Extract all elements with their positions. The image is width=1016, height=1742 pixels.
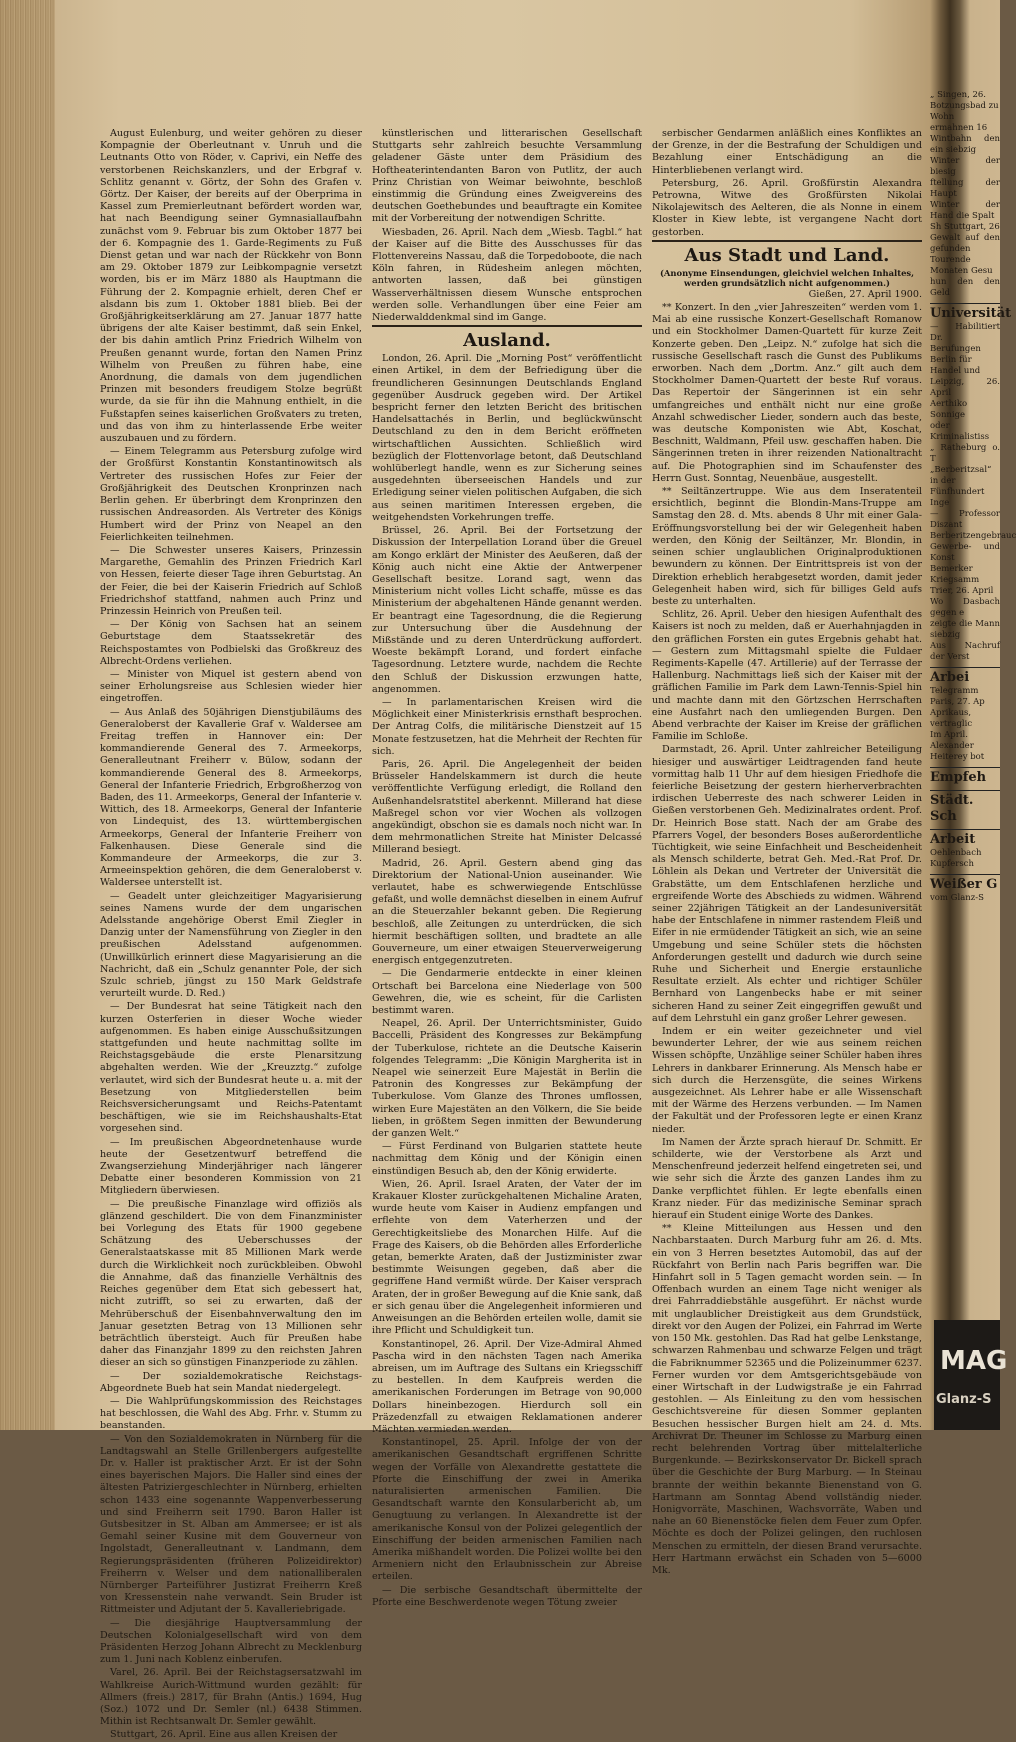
side-line: Arbei: [930, 667, 1000, 686]
side-line: Arbeit: [930, 829, 1000, 848]
side-line: Tourende Monaten Gesu: [930, 255, 993, 276]
paragraph: Paris, 26. April. Die Angelegenheit der beiden Brüsseler Handelskammern ist durch die heute veröffentlichte Verfügung erledigt, die Rolland den Außenhandelsratstitel aberkennt. Millerand hat diese Maßregel schon vor vier Wochen als vollzogen angekündigt, obschon sie es damals noch nicht war. In dem mehrmonatlichen Streite hat Minister Delcassé Millerand besiegt.: [372, 758, 642, 856]
advertisement-slogan: Glanz-S: [936, 1392, 992, 1407]
paragraph: ** Konzert. In den „vier Jahreszeiten“ werden vom 1. Mai ab eine russische Konzert-Gesellschaft Romanow und ein Stockholmer Damen-Quartett für kurze Zeit Konzerte geben. Den „Leipz. N.“ zufolge hat sich die russische Gesellschaft rasch die Gunst des Publikums erworben. Nach dem „Dortm. Anz.“ gilt auch dem Stockholmer Damen-Quartett der beste Ruf voraus. Das Repertoir der Sängerinnen ist ein sehr umfangreiches und enthält nicht nur eine große Anzahl schwedischer Lieder, sondern auch das beste, was deutsche Komponisten wie Abt, Koschat, Beschnitt, Waldmann, Pfeil usw. geschaffen haben. Die Sängerinnen treten in ihrer reizenden Nationaltracht auf. Die Photographien sind im Schaufenster des Herrn Gust. Sonntag, Neuenbäue, ausgestellt.: [652, 302, 922, 484]
side-line: Weißer G: [930, 874, 1000, 893]
paragraph: ** Seiltänzertruppe. Wie aus dem Inseratenteil ersichtlich, beginnt die Blondin-Mans-Truppe am Samstag den 28. d. Mts. abends 8 Uhr mit einer Gala-Eröffnungsvorstellung bei der wir Gelegenheit haben werden, den König der Seiltänzer, Mr. Blondin, in seinen schier unglaublichen Originalproduktionen bewundern zu können. Der Eintrittspreis ist von der Direktion erheblich herabgesetzt worden, damit jeder Gelegenheit haben wird, sich für billiges Geld aufs beste zu unterhalten.: [652, 486, 922, 607]
paragraph: — Die serbische Gesandtschaft übermittelte der Pforte eine Beschwerdenote wegen Tötung zweier: [372, 1584, 642, 1608]
paragraph: Madrid, 26. April. Gestern abend ging das Direktorium der National-Union auseinander. Wie verlautet, habe es schwerwiegende Entschlüsse gefaßt, und wolle demnächst dieselben in einem Aufruf an die Steuerzahler bekannt geben. Die Regierung beschloß, alle Zeitungen zu unterdrücken, die sich hiermit beschäftigen sollten, und bradtete an alle Gouverneure, um einer etwaigen Steuerverweigerung energisch entgegenzutreten.: [372, 857, 642, 967]
column-3-continuation: [652, 128, 922, 239]
column-2-ausland-articles: [372, 353, 642, 1609]
paragraph: Konstantinopel, 25. April. Infolge der von der amerikanischen Gesandtschaft ergriffenen Schritte wegen der Vorfälle von Alexandrette gestattete die Pforte die Einschiffung der zwei in Amerika naturalisierten armenischen Familien. Die Gesandtschaft warnte den Konsularbericht ab, um Genugtuung zu verlangen. In Alexandrette ist der amerikanische Konsul von der Polizei gelegentlich der Einschiffung der beiden armenischen Familien nach Amerika mißhandelt worden. Die Polizei wollte bei den Armeniern nicht den Erlaubnisschein zur Abreise erteilen.: [372, 1437, 642, 1583]
side-line: Heiterey bot: [930, 752, 985, 762]
side-line: Kupfersch: [930, 859, 974, 869]
paragraph: London, 26. April. Die „Morning Post“ veröffentlicht einen Artikel, in dem der Befriedigung über die freundlicheren Gesinnungen Deutschlands England gegenüber Ausdruck gegeben wird. Der Artikel bespricht ferner den letzten Bericht des britischen Handelsattachés in Berlin, und beglückwünscht Deutschland zu den in dem Bericht eröffneten wirtschaftlichen Aussichten. Schließlich wird bezüglich der Flottenvorlage betont, daß Deutschland wohlüberlegt handle, wenn es zur Sicherung seines ausgedehnten überseeischen Handels und zur Erledigung seiner vielen politischen Aufgaben, die sich aus seinen maritimen Interessen ergeben, die weitgehendsten Vorkehrungen treffe.: [372, 353, 642, 523]
side-line: zeigte die Mann siebzig: [930, 619, 1000, 640]
paragraph: Schlitz, 26. April. Ueber den hiesigen Aufenthalt des Kaisers ist noch zu melden, daß er Auerhahnjagden in den gräflichen Forsten ein gutes Ergebnis gehabt hat. — Gestern zum Mittagsmahl spielte die Fuldaer Regiments-Kapelle (47. Artillerie) auf der Terrasse der Hallenburg. Nachmittags ließ sich der Kaiser mit der gräflichen Familie im Park dem Lawn-Tennis-Spiel hin und machte dann mit den Görtzschen Herrschaften eine Ausfahrt nach den umliegenden Burgen. Den Abend verbrachte der Kaiser im Kreise der gräflichen Familie im Schloße.: [652, 609, 922, 743]
side-line: Telegramm: [930, 686, 979, 696]
column-4-adjacent-page: [930, 90, 1016, 1390]
side-line: ftellung der Haupt: [930, 178, 1000, 199]
paragraph: Darmstadt, 26. April. Unter zahlreicher Beteiligung hiesiger und auswärtiger Leidtragenden fand heute vormittag halb 11 Uhr auf dem hiesigen Friedhofe die feierliche Beisetzung der gestern hierherverbrachten irdischen Ueberreste des nach schwerer Leiden in Gießen verstorbenen Geh. Medizinalrates ordent. Prof. Dr. Heinrich Bose statt. Nach der am Grabe des Pfarrers Vogel, der besonders Boses außerordentliche Tüchtigkeit, wie seine Einfachheit und Bescheidenheit als Mensch schilderte, betrat Geh. Med.-Rat Prof. Dr. Löhlein als Dekan und Vertreter der Universität die Grabstätte, um dem Entschlafenen herzliche und ergreifende Worte des Abschieds zu widmen. Während seiner 22jährigen Tätigkeit an der Landesuniversität habe der Entschlafene in nimmer rastendem Fleiß und Eifer in nie ermüdender Tätigkeit an sich, wie an seine Umgebung und seine Schüler stets die höchsten Anforderungen gestellt und dadurch wie durch seine Ruhe und Sicherheit und Energie erstaunliche Resultate erzielt. Als echter und richtiger Schüler Bernhard von Langenbecks habe er mit seiner sicheren Hand zu seiner Zeit eingegriffen gewußt und auf dem Lehrstuhl ein ganz großer Lehrer gewesen.: [652, 744, 922, 1024]
side-line: Paris, 27. Ap: [930, 697, 985, 707]
side-line: Universität: [930, 303, 1000, 322]
side-line: Alexander: [930, 741, 974, 751]
side-line: Sh Stuttgart, 26: [930, 222, 1000, 232]
paragraph: Petersburg, 26. April. Großfürstin Alexandra Petrowna, Witwe des Großfürsten Nikolai Nikolajewitsch des Aelteren, die als Nonne in einem Kloster in Kiew lebte, ist vergangene Nacht dort gestorben.: [652, 177, 922, 238]
section-heading-ausland: Ausland.: [372, 325, 642, 352]
section-note: (Anonyme Einsendungen, gleichviel welchen Inhaltes, werden grundsätzlich nicht aufgenommen.): [659, 267, 915, 288]
column-3-local-articles: [652, 302, 922, 1577]
side-line: Gewalt auf den gefunden: [930, 233, 1000, 254]
column-2: [372, 128, 642, 1608]
side-line: Trier, 26. April: [930, 586, 994, 596]
paragraph: — In parlamentarischen Kreisen wird die Möglichkeit einer Ministerkrisis ernsthaft besprochen. Der Antrag Colfs, die militärische Dienstzeit auf 15 Monate festzusetzen, hat die Mehrheit der Rechten für sich.: [372, 696, 642, 757]
side-line: Bemerker Kriegsamm: [930, 564, 980, 585]
side-line: Berberitzengebrauc: [930, 531, 1016, 541]
side-line: Leipzig, 26. April: [930, 377, 1000, 398]
paragraph: — Die diesjährige Hauptversammlung der Deutschen Kolonialgesellschaft wird von dem Präsidenten Herzog Johann Albrecht zu Mecklenburg zum 1. Juni nach Koblenz einberufen.: [100, 1617, 362, 1666]
paragraph: — Der Bundesrat hat seine Tätigkeit nach den kurzen Osterferien in dieser Woche wieder aufgenommen. Es haben einige Ausschußsitzungen stattgefunden und heute nachmittag sollte im Reichstagsgebäude die erste Plenarsitzung abgehalten werden. Wie der „Kreuzztg.“ zufolge verlautet, wird sich der Bundesrat heute u. a. mit der Besetzung von Mitgliederstellen beim Reichsversicherungsamt und Reichs-Patentamt beschäftigen, wie sie im Reichshaushalts-Etat vorgesehen sind.: [100, 1001, 362, 1135]
side-line: Empfeh: [930, 767, 1000, 786]
paragraph: — Der König von Sachsen hat an seinem Geburtstage dem Staatssekretär des Reichspostamtes von Podbielski das Großkreuz des Albrecht-Ordens verliehen.: [100, 619, 362, 667]
side-line: Winter der biesig: [930, 156, 1000, 177]
paragraph: Indem er ein weiter gezeichneter und viel bewunderter Lehrer, der wie aus seinem reichen Wissen schöpfte, Unzählige seiner Schüler haben ihres Lehrers in dankbarer Erinnerung. Als Mensch habe er sich durch die Herzensgüte, die seines Wirkens ausgezeichnet. Als Lehrer habe er alle Wissenschaft mit der Wärme des Herzens verbunden. — Im Namen der Fakultät und der Professoren legte er einen Kranz nieder.: [652, 1026, 922, 1135]
paragraph: Neapel, 26. April. Der Unterrichtsminister, Guido Baccelli, Präsident des Kongresses zur Bekämpfung der Tuberkulose, richtete an die Deutsche Kaiserin folgendes Telegramm: „Die Königin Margherita ist in Neapel wie seinerzeit Eure Majestät in Berlin die Patronin des Kongresses zur Bekämpfung der Tuberkulose. Vom Glanze des Thrones umflossen, wirken Eure Majestäten an den Völkern, die Sie beide lieben, in größtem Segen inmitten der Bewunderung der ganzen Welt.“: [372, 1018, 642, 1140]
paragraph: — Der sozialdemokratische Reichstags-Abgeordnete Bueb hat sein Mandat niedergelegt.: [100, 1370, 362, 1394]
side-line: „ Ratheburg o. T: [930, 443, 1000, 464]
dateline: Gießen, 27. April 1900.: [808, 288, 922, 300]
side-line: Städt. Sch: [930, 790, 1000, 825]
paragraph: — Im preußischen Abgeordnetenhause wurde heute der Gesetzentwurf betreffend die Zwangserziehung Minderjähriger nach längerer Debatte einer besonderen Kommission von 21 Mitgliedern überwiesen.: [100, 1136, 362, 1197]
paragraph: künstlerischen und litterarischen Gesellschaft Stuttgarts sehr zahlreich besuchte Versammlung geladener Gäste unter dem Präsidium des Hoftheaterintendanten Baron von Putlitz, der auch Prinz Christian von Weimar beiwohnte, beschloß einstimmig die Gründung eines Zweigvereins des deutschen Goethebundes und beauftragte ein Komitee mit der Vorbereitung der notwendigen Schritte.: [372, 128, 642, 225]
side-line: Wohn ermahnen 16: [930, 112, 988, 133]
side-line: „Berberitzsal“ in der: [930, 465, 992, 486]
side-line: Berufungen: [930, 344, 981, 354]
side-line: Aus Nachruf der Verst: [930, 641, 1000, 662]
side-line: — Professor Diszant: [930, 509, 1000, 530]
side-line: Berlin für: [930, 355, 972, 365]
paragraph: — Die Gendarmerie entdeckte in einer kleinen Ortschaft bei Barcelona eine Niederlage von 500 Gewehren, die, wie es scheint, für die Carlisten bestimmt waren.: [372, 968, 642, 1017]
paragraph: Wiesbaden, 26. April. Nach dem „Wiesb. Tagbl.“ hat der Kaiser auf die Bitte des Ausschusses für das Flottenvereins Nassau, daß die Torpedoboote, die nach Köln fahren, in Rüdesheim anlegen möchten, antworten lassen, daß bei günstigen Wasserverhältnissen diesem Wunsche entsprochen werden solle. Verhandlungen über eine Feier am Niederwalddenkmal sind im Gange.: [372, 226, 642, 324]
column-3: [652, 128, 922, 1576]
paragraph: Varel, 26. April. Bei der Reichstagsersatzwahl im Wahlkreise Aurich-Wittmund wurden gezählt: für Allmers (freis.) 2817, für Brahn (Antis.) 1694, Hug (Soz.) 1072 und Dr. Semler (nl.) 6438 Stimmen. Mithin ist Rechtsanwalt Dr. Semler gewählt.: [100, 1667, 362, 1728]
side-line: Botzungsbad zu: [930, 101, 999, 111]
column-1: [100, 128, 362, 1741]
paragraph: — Geadelt unter gleichzeitiger Magyarisierung seines Namens wurde der dem ungarischen Adelsstande angehörige Oberst Emil Ziegler in Danzig unter der Namensführung von Ziegler in den preußischen Adelsstand aufgenommen. (Unwillkürlich erinnert diese Magyarisierung an die Nachricht, daß ein „Schulz genannter Pole, der sich Szulc schrieb, jüngst zu 150 Mark Geldstrafe verurteilt wurde. D. Red.): [100, 890, 362, 1000]
side-line: Aprikaus, vertraglic: [930, 708, 973, 729]
side-line: hun den den Geld: [930, 277, 1000, 298]
side-line: oder Kriminalistiss: [930, 421, 990, 442]
paragraph: August Eulenburg, und weiter gehören zu dieser Kompagnie der Oberleutnant v. Unruh und die Leutnants Otto von Röder, v. Caprivi, ein Neffe des verstorbenen Reichskanzlers, und der Erbgraf v. Schlitz genannt v. Görtz, der Sohn des Grafen v. Görtz. Der Kaiser, der bereits auf der Oberprima in Kassel zum Premierleutnant befördert worden war, hat nach Beendigung seiner Gymnasiallaufbahn zunächst vom 9. Februar bis zum Oktober 1877 bei der 6. Kompagnie des 1. Garde-Regiments zu Fuß Dienst getan und war nach der Rückkehr von Bonn am 29. Oktober 1879 zur Leibkompagnie versetzt worden, bis er im März 1880 als Hauptmann die Führung der 2. Kompagnie erhielt, deren Chef er alsdann bis zum 1. Oktober 1881 blieb. Bei der Großjährigkeitserklärung am 27. Januar 1877 hatte übrigens der alte Kaiser bestimmt, daß sein Enkel, der bis dahin amtlich Prinz Friedrich Wilhelm von Preußen genannt wurde, fortan den Namen Prinz Wilhelm von Preußen zu führen habe, eine Anordnung, die damals von dem jugendlichen Prinzen mit besonders freudigem Stolze begrüßt wurde, da sie für ihn die Mahnung enthielt, in die Fußstapfen seines kaiserlichen Großvaters zu treten, und das von ihm zu hinterlassende Erbe weiter auszubauen und zu fördern.: [100, 128, 362, 445]
paragraph: — Aus Anlaß des 50jährigen Dienstjubiläums des Generaloberst der Kavallerie Graf v. Waldersee am Freitag treffen in Hannover ein: Der kommandierende General des 7. Armeekorps, Generalleutnant Freiherr v. Bülow, sodann der kommandierende General des 8. Armeekorps, General der Infanterie Friedrich, Erbgroßherzog von Baden, des 11. Armeekorps, General der Infanterie v. Wittich, des 18. Armeekorps, General der Infanterie von Lindequist, des 13. württembergischen Armeekorps, General der Infanterie Freiherr von Falkenhausen. Diese Generale sind die Kommandeure der Armeekorps, die zur 3. Armeeinspektion gehören, die dem Generaloberst v. Waldersee unterstellt ist.: [100, 706, 362, 889]
paragraph: — Fürst Ferdinand von Bulgarien stattete heute nachmittag dem König und der Königin einen einstündigen Besuch ab, den der König erwiderte.: [372, 1141, 642, 1177]
paragraph: Im Namen der Ärzte sprach hierauf Dr. Schmitt. Er schilderte, wie der Verstorbene als Arzt und Menschenfreund jederzeit helfend eingetreten sei, und wie sehr sich die Ärzte des ganzen Landes ihm zu Danke verpflichtet fühlen. Er legte ebenfalls einen Kranz nieder. Für das medizinische Seminar sprach hierauf ein Student einige Worte des Dankes.: [652, 1136, 922, 1222]
side-line: „ Singen, 26.: [930, 90, 986, 100]
paragraph: serbischer Gendarmen anläßlich eines Konfliktes an der Grenze, in der die Bestrafung der Schuldigen und Bezahlung einer Entschädigung an die Hinterbliebenen verlangt wird.: [652, 128, 922, 176]
paragraph: — Die preußische Finanzlage wird offiziös als glänzend geschildert. Die von dem Finanzminister bei Vorlegung des Etats für 1900 gegebene Schätzung des Ueberschusses der Generalstaatskasse mit 85 Millionen Mark werde durch die Wirklichkeit noch zurückbleiben. Obwohl die Annahme, daß das finanzielle Verhältnis des Reiches gegenüber dem Etat sich gebessert hat, nicht zutrifft, so sei zu erwarten, daß der Mehrüberschuß der Eisenbahnverwaltung den im Januar gesetzten Betrag von 13 Millionen sehr beträchtlich übersteigt. Auch für Preußen habe daher das Finanzjahr 1899 zu den reichsten Jahren dieser an sich so günstigen Finanzperiode zu zählen.: [100, 1198, 362, 1369]
side-line: vom Glanz-S: [930, 893, 984, 903]
side-line: — Habilitiert Dr.: [930, 322, 1000, 343]
section-heading-stadt-land: Aus Stadt und Land.: [652, 240, 922, 267]
side-line: Im April.: [930, 730, 968, 740]
side-line: Wintbahn den ein siebzig: [930, 134, 1000, 155]
paragraph: Wien, 26. April. Israel Araten, der Vater der im Krakauer Kloster zurückgehaltenen Michaline Araten, wurde heute vom Kaiser in Audienz empfangen und erflehte von dem Vaterherzen und der Gerechtigkeitsliebe des Monarchen Hilfe. Auf die Frage des Kaisers, ob die Behörden alles Erforderliche getan, bemerkte Araten, daß der Justizminister zwar bestimmte Weisungen gegeben, daß aber die gegriffene Hand vermißt würde. Der Kaiser versprach Araten, der in großer Bewegung auf die Knie sank, daß er sich genau über die Angelegenheit informieren und Anweisungen an die Behörden erteilen wolle, damit sie ihre Pflicht und Schuldigkeit tun.: [372, 1178, 642, 1337]
paragraph: — Einem Telegramm aus Petersburg zufolge wird der Großfürst Konstantin Konstantinowitsch als Vertreter des russischen Hofes zur Feier der Großjährigkeit des Deutschen Kronprinzen nach Berlin gehen. Er überbringt dem Kronprinzen den russischen Andreasorden. Als Vertreter des Königs Humbert wird der Prinz von Neapel an den Feierlichkeiten teilnehmen.: [100, 446, 362, 543]
side-line: Oehlenbach: [930, 848, 982, 858]
side-line: Gewerbe- und Konst: [930, 542, 1000, 563]
paragraph: Konstantinopel, 26. April. Der Vize-Admiral Ahmed Pascha wird in den nächsten Tagen nach Amerika abreisen, um im Auftrage des Sultans ein Kriegsschiff zu bestellen. In dem Kaufpreis werden die amerikanischen Forderungen im Betrage von 90,000 Dollars hineinbezogen. Hierdurch soll ein Präzedenzfall zu etwaigen Reklamationen anderer Mächten vermieden werden.: [372, 1338, 642, 1435]
column-2-continuation: [372, 128, 642, 324]
side-line: Winter der Hand die Spalt: [930, 200, 1000, 221]
paragraph: — Minister von Miquel ist gestern abend von seiner Erholungsreise aus Schlesien wieder hier eingetroffen.: [100, 668, 362, 705]
paragraph: Brüssel, 26. April. Bei der Fortsetzung der Diskussion der Interpellation Lorand über die Greuel am Kongo erklärt der Minister des Aeußeren, daß der König auch nicht eine Aktie der Antwerpener Gesellschaft besitze. Lorand sagt, wenn das Ministerium nicht volles Licht schaffe, müsse es das Ministerium der abgehaltenen Hände genannt werden. Er beantragt eine Tagesordnung, die die Regierung zur Untersuchung über die Ausdehnung der Mißstände und zu deren Unterdrückung auffordert. Woeste bekämpft Lorand, und fordert einfache Tagesordnung. Letztere wurde, nachdem die Rechte den Schluß der Diskussion erzwungen hatte, angenommen.: [372, 525, 642, 695]
side-line: Wo Dasbach gegen e: [930, 597, 1000, 618]
page-edge-stack: [0, 0, 55, 1430]
paragraph: — Von den Sozialdemokraten in Nürnberg für die Landtagswahl an Stelle Grillenbergers aufgestellte Dr. v. Haller ist praktischer Arzt. Er ist der Sohn eines bayerischen Majors. Die Haller sind eines der ältesten Patriziergeschlechter in Nürnberg, erhielten schon 1433 eine sogenannte Wappenverbesserung und sind Freiherrn seit 1790. Baron Haller ist Gutsbesitzer in St. Alban am Ammersee; er ist als Gemahl seiner Kusine mit dem Gouverneur von Ingolstadt, Generalleutnant v. Landmann, dem Regierungspräsidenten (früheren Polizeidirektor) Freiherrn v. Welser und dem nationalliberalen Nürnberger Parteiführer Justizrat Freiherrn Kreß von Kressenstein nahe verwandt. Sein Bruder ist Rittmeister und Adjutant der 5. Kavalleriebrigade.: [100, 1433, 362, 1616]
side-line: Fünfhundert Inge: [930, 487, 985, 508]
paragraph: ** Kleine Mitteilungen aus Hessen und den Nachbarstaaten. Durch Marburg fuhr am 26. d. Mts. ein von 3 Herren besetztes Automobil, das auf der Rückfahrt von Berlin nach Paris begriffen war. Die Hinfahrt soll in 5 Tagen gemacht worden sein. — In Offenbach wurden an einem Tage nicht weniger als drei Fahrraddiebstähle ausgeführt. Er nächst wurde mit unglaublicher Dreistigkeit aus dem Grundstück, direkt vor den Augen der Polizei, ein Fahrrad im Werte von 150 Mk. gestohlen. Das Rad hat gelbe Lenkstange, schwarzen Rahmenbau und schwarze Felgen und trägt die Fabriknummer 52365 und die Polizeinummer 6237. Ferner wurden vor dem Amtsgerichtsgebäude von einer Wirtschaft in der Ludwigstraße je ein Fahrrad gestohlen. — Als Einleitung zu den vom hessischen Geschichtsvereine für diesen Sommer geplanten Besuchen hessischer Burgen hielt am 24. d. Mts. Archivrat Dr. Theuner im Schlosse zu Marburg einen recht belehrenden Vortrag über mittelalterliche Burgenkunde. — Bezirkskonservator Dr. Bickell sprach über die Geschichte der Burg Marburg. — In Steinau brannte der weithin bekannte Bienenstand von G. Hartmann am Sonntag Abend vollständig nieder. Honigvorräte, Maschinen, Wachsvorräte, Waben und nahe an 60 Bienenstöcke fielen dem Feuer zum Opfer. Möchte es doch der Polizei gelingen, den ruchlosen Menschen zu ermitteln, der diesen Brand verursachte. Herr Hartmann erwächst ein Schaden von 5—6000 Mk.: [652, 1223, 922, 1576]
advertisement-brand: MAG: [940, 1346, 1008, 1376]
side-line: Aerthiko Sonnige: [930, 399, 968, 420]
paragraph: — Die Schwester unseres Kaisers, Prinzessin Margarethe, Gemahlin des Prinzen Friedrich Karl von Hessen, feierte dieser Tage ihren Geburtstag. An der Feier, die bei der Kaiserin Friedrich auf Schloß Friedrichshof stattfand, nahmen auch Prinz und Prinzessin Heinrich von Preußen teil.: [100, 544, 362, 617]
side-line: Handel und: [930, 366, 981, 376]
paragraph: Stuttgart, 26. April. Eine aus allen Kreisen der: [110, 1729, 338, 1741]
paragraph: — Die Wahlprüfungskommission des Reichstages hat beschlossen, die Wahl des Abg. Frhr. v. Stumm zu beanstanden.: [100, 1395, 362, 1432]
